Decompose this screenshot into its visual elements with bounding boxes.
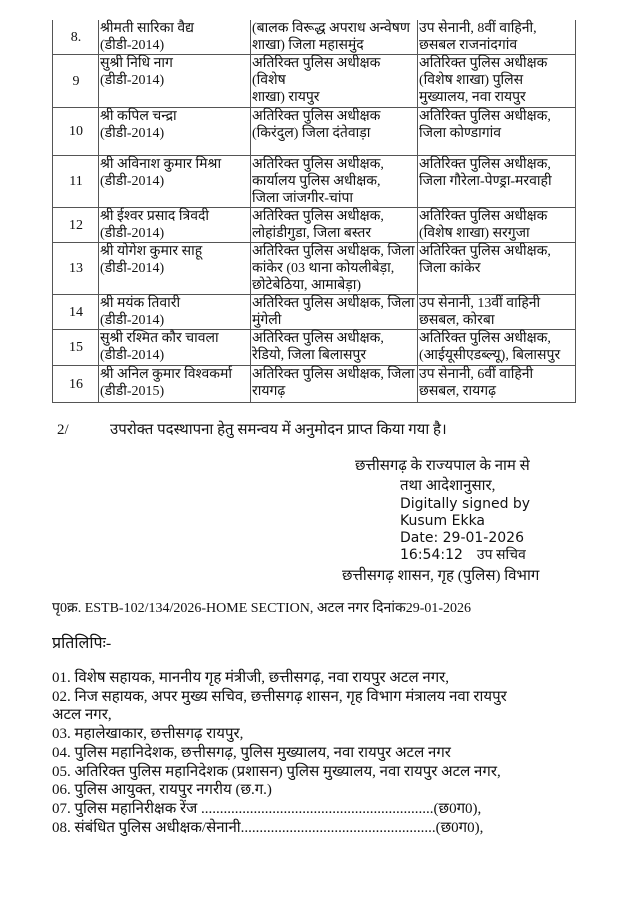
officer-name <box>99 366 251 403</box>
current-posting <box>251 243 418 295</box>
posting-table <box>52 20 576 403</box>
officer-name <box>99 156 251 208</box>
current-posting-line: अतिरिक्त पुलिस अधीक्षक, जिला <box>252 244 415 259</box>
officer-name-line: सुश्री रश्मित कौर चावला <box>100 331 219 346</box>
current-posting <box>251 108 418 156</box>
digital-signature-date: Date: 29-01-2026 <box>400 530 524 546</box>
digital-signature-time: 16:54:12 <box>400 547 463 563</box>
current-posting-line: जिला जांजगीर-चांपा <box>252 191 354 206</box>
copy-list-item: 03. महालेखाकार, छत्तीसगढ़ रायपुर, <box>52 726 244 743</box>
copy-list-item: 07. पुलिस महानिरीक्षक रेंज ..............................................................(छ0ग0), <box>52 800 482 817</box>
officer-name-line: (डीडी-2014) <box>100 261 165 276</box>
digital-signature-time-row <box>400 547 631 564</box>
new-posting-line: उप सेनानी, 8वीं वाहिनी, <box>419 21 537 36</box>
new-posting-line: जिला कांकेर <box>419 261 481 276</box>
table-row <box>53 243 576 295</box>
current-posting-line: कार्यालय पुलिस अधीक्षक, <box>252 174 381 189</box>
officer-name-line: (डीडी-2014) <box>100 226 165 241</box>
current-posting <box>251 55 418 108</box>
new-posting-line: अतिरिक्त पुलिस अधीक्षक <box>419 209 548 224</box>
new-posting-line: छसबल राजनांदगांव <box>419 38 518 53</box>
posting-table-body <box>53 20 576 403</box>
current-posting <box>251 366 418 403</box>
reference-number: पृ0क्र. ESTB-102/134/2026-HOME SECTION, अटल नगर दिनांक29-01-2026 <box>52 601 472 616</box>
officer-name-line: श्री अविनाश कुमार मिश्रा <box>100 157 222 172</box>
officer-name-line: (डीडी-2015) <box>100 384 165 399</box>
new-posting-line: (आईयूसीएडब्ल्यू), बिलासपुर <box>419 348 561 363</box>
officer-name <box>99 20 251 55</box>
new-posting-line: अतिरिक्त पुलिस अधीक्षक, <box>419 109 551 124</box>
new-posting-line: छसबल, रायगढ़ <box>419 384 496 399</box>
current-posting-line: अतिरिक्त पुलिस अधीक्षक <box>252 109 381 124</box>
new-posting-line: जिला कोण्डागांव <box>419 126 502 141</box>
current-posting-line: (किरंदुल) जिला दंतेवाड़ा <box>252 126 371 141</box>
officer-name <box>99 108 251 156</box>
copy-list-item: 05. अतिरिक्त पुलिस महानिदेशक (प्रशासन) पुलिस मुख्यालय, नवा रायपुर अटल नगर, <box>52 763 501 780</box>
new-posting <box>418 156 576 208</box>
copy-list-item: 06. पुलिस आयुक्त, रायपुर नगरीय (छ.ग.) <box>52 782 272 799</box>
current-posting-line: अतिरिक्त पुलिस अधीक्षक, <box>252 157 384 172</box>
table-row <box>53 55 576 108</box>
current-posting-line: अतिरिक्त पुलिस अधीक्षक, <box>252 209 384 224</box>
new-posting <box>418 243 576 295</box>
new-posting-line: (विशेष शाखा) पुलिस <box>419 73 524 88</box>
officer-name <box>99 55 251 108</box>
officer-name-line: श्री कपिल चन्द्रा <box>100 109 177 124</box>
current-posting-line: (बालक विरूद्ध अपराध अन्वेषण <box>252 21 410 36</box>
serial-number: 8. <box>53 20 99 55</box>
officer-name-line: श्री योगेश कुमार साहू <box>100 244 203 259</box>
table-row <box>53 208 576 243</box>
serial-number: 14 <box>53 295 99 330</box>
officer-name-line: सुश्री निधि नाग <box>100 56 173 71</box>
current-posting-line: शाखा) रायपुर <box>252 90 320 105</box>
new-posting-line: अतिरिक्त पुलिस अधीक्षक, <box>419 331 551 346</box>
new-posting <box>418 208 576 243</box>
officer-name-line: (डीडी-2014) <box>100 73 165 88</box>
officer-name-line: (डीडी-2014) <box>100 348 165 363</box>
officer-name <box>99 208 251 243</box>
officer-name <box>99 330 251 366</box>
signature-line-2: तथा आदेशानुसार, <box>400 478 496 494</box>
current-posting <box>251 208 418 243</box>
designation: उप सचिव <box>476 548 526 563</box>
copy-list-item: 08. संबंधित पुलिस अधीक्षक/सेनानी....................................................(छ0ग0), <box>52 819 484 836</box>
serial-number: 15 <box>53 330 99 366</box>
new-posting <box>418 55 576 108</box>
officer-name <box>99 243 251 295</box>
serial-number: 11 <box>53 156 99 208</box>
copy-list <box>52 669 622 837</box>
current-posting <box>251 295 418 330</box>
new-posting <box>418 295 576 330</box>
current-posting-line: शाखा) जिला महासमुंद <box>252 38 364 53</box>
current-posting <box>251 20 418 55</box>
table-row <box>53 330 576 366</box>
copy-list-item: 01. विशेष सहायक, माननीय गृह मंत्रीजी, छत्तीसगढ़, नवा रायपुर अटल नगर, <box>52 670 450 686</box>
table-row <box>53 108 576 156</box>
new-posting-line: अतिरिक्त पुलिस अधीक्षक, <box>419 244 551 259</box>
table-row <box>53 295 576 330</box>
officer-name-line: (डीडी-2014) <box>100 38 165 53</box>
current-posting-line: रेडियो, जिला बिलासपुर <box>252 348 367 363</box>
table-row <box>53 366 576 403</box>
serial-number: 16 <box>53 366 99 403</box>
copy-heading: प्रतिलिपिः- <box>52 635 112 652</box>
current-posting-line: लोहांडीगुडा, जिला बस्तर <box>252 226 372 241</box>
current-posting <box>251 156 418 208</box>
para-text: उपरोक्त पदस्थापना हेतु समन्वय में अनुमोदन प्राप्त किया गया है। <box>110 422 447 438</box>
current-posting-line: अतिरिक्त पुलिस अधीक्षक, जिला <box>252 296 415 311</box>
current-posting-line: मुंगेली <box>252 313 282 328</box>
signature-line-1: छत्तीसगढ़ के राज्यपाल के नाम से <box>355 458 530 474</box>
new-posting-line: अतिरिक्त पुलिस अधीक्षक <box>419 56 548 71</box>
digital-signature-name: Kusum Ekka <box>400 513 486 529</box>
current-posting-line: रायगढ़ <box>252 384 286 399</box>
officer-name-line: श्री मयंक तिवारी <box>100 296 181 311</box>
copy-list-item: 02. निज सहायक, अपर मुख्य सचिव, छत्तीसगढ़ शासन, गृह विभाग मंत्रालय नवा रायपुर <box>52 688 507 705</box>
table-row <box>53 20 576 55</box>
new-posting <box>418 20 576 55</box>
officer-name-line: (डीडी-2014) <box>100 174 165 189</box>
serial-number: 10 <box>53 108 99 156</box>
table-row <box>53 156 576 208</box>
copy-list-item: अटल नगर, <box>52 707 112 724</box>
officer-name-line: (डीडी-2014) <box>100 313 165 328</box>
serial-number: 12 <box>53 208 99 243</box>
serial-number: 9 <box>53 55 99 108</box>
current-posting-line: अतिरिक्त पुलिस अधीक्षक, <box>252 331 384 346</box>
current-posting-line: कांकेर (03 थाना कोयलीबेड़ा, <box>252 261 395 276</box>
new-posting <box>418 330 576 366</box>
para-number: 2/ <box>57 422 69 438</box>
current-posting-line: छोटेबेठिया, आमाबेड़ा) <box>252 278 362 293</box>
digital-signature-line: Digitally signed by <box>400 496 531 512</box>
new-posting <box>418 108 576 156</box>
new-posting-line: अतिरिक्त पुलिस अधीक्षक, <box>419 157 551 172</box>
copy-list-item: 04. पुलिस महानिदेशक, छत्तीसगढ़, पुलिस मुख्यालय, नवा रायपुर अटल नगर <box>52 744 451 761</box>
officer-name-line: (डीडी-2014) <box>100 126 165 141</box>
current-posting <box>251 330 418 366</box>
current-posting-line: अतिरिक्त पुलिस अधीक्षक, जिला <box>252 367 415 382</box>
new-posting-line: मुख्यालय, नवा रायपुर <box>419 90 526 105</box>
new-posting-line: उप सेनानी, 13वीं वाहिनी <box>419 296 541 311</box>
digital-signature <box>400 496 631 564</box>
officer-name <box>99 295 251 330</box>
officer-name-line: श्री अनिल कुमार विश्वकर्मा <box>100 367 232 382</box>
current-posting-line: अतिरिक्त पुलिस अधीक्षक (विशेष <box>252 56 381 88</box>
new-posting-line: उप सेनानी, 6वीं वाहिनी <box>419 367 534 382</box>
para-2 <box>0 420 631 440</box>
department: छत्तीसगढ़ शासन, गृह (पुलिस) विभाग <box>342 568 540 584</box>
serial-number: 13 <box>53 243 99 295</box>
new-posting-line: छसबल, कोरबा <box>419 313 495 328</box>
officer-name-line: श्रीमती सारिका वैद्य <box>100 21 194 36</box>
new-posting-line: जिला गौरेला-पेण्ड्रा-मरवाही <box>419 174 552 189</box>
officer-name-line: श्री ईश्वर प्रसाद त्रिवदी <box>100 209 210 224</box>
new-posting-line: (विशेष शाखा) सरगुजा <box>419 226 530 241</box>
new-posting <box>418 366 576 403</box>
